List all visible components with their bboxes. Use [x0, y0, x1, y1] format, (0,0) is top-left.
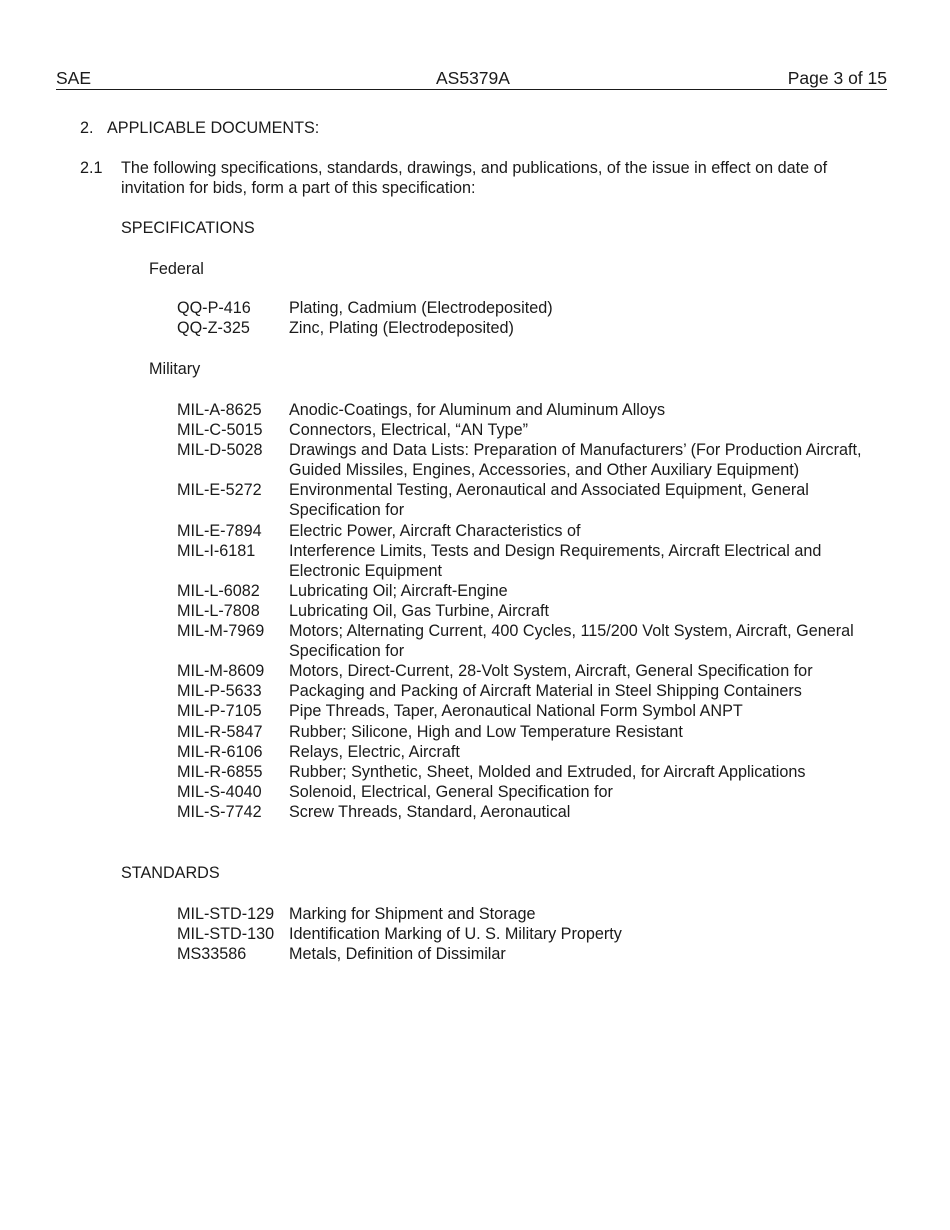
list-item: [177, 621, 867, 661]
paragraph-number: 2.1: [80, 159, 103, 177]
doc-code: MIL-S-7742: [177, 802, 262, 821]
list-item: [177, 420, 867, 440]
doc-title: Rubber; Synthetic, Sheet, Molded and Extruded, for Aircraft Applications: [289, 762, 806, 781]
doc-title: Environmental Testing, Aeronautical and Associated Equipment, General Specification for: [289, 481, 809, 520]
doc-title: Metals, Definition of Dissimilar: [289, 945, 506, 964]
doc-code: MIL-L-7808: [177, 601, 260, 620]
header-org: SAE: [56, 68, 92, 88]
doc-title: Rubber; Silicone, High and Low Temperature Resistant: [289, 722, 683, 741]
list-item: [177, 440, 867, 480]
doc-title: Motors; Alternating Current, 400 Cycles, 115/200 Volt System, Aircraft, General Specification for: [289, 622, 854, 661]
standards-heading: STANDARDS: [121, 864, 220, 882]
doc-code: MIL-L-6082: [177, 581, 260, 600]
doc-code: MIL-P-7105: [177, 702, 262, 721]
doc-code: MIL-E-5272: [177, 481, 262, 500]
list-item: [177, 924, 867, 944]
paragraph-2-1: [80, 158, 880, 198]
list-item: [177, 701, 867, 721]
doc-title: Connectors, Electrical, “AN Type”: [289, 421, 529, 440]
doc-code: MIL-M-8609: [177, 662, 265, 681]
doc-title: Solenoid, Electrical, General Specification for: [289, 782, 613, 801]
page-header: [56, 67, 887, 90]
list-item: [177, 742, 867, 762]
list-item: [177, 541, 867, 581]
list-item: [177, 681, 867, 701]
doc-title: Zinc, Plating (Electrodeposited): [289, 319, 514, 338]
list-item: [177, 400, 867, 420]
doc-title: Lubricating Oil; Aircraft-Engine: [289, 581, 508, 600]
header-page-number: Page 3 of 15: [787, 68, 887, 88]
specifications-heading: SPECIFICATIONS: [121, 219, 255, 237]
doc-code: MS33586: [177, 945, 247, 964]
doc-code: QQ-Z-325: [177, 319, 250, 338]
paragraph-text: The following specifications, standards, drawings, and publications, of the issue in effect on date of invitation for bids, form a part of this specification:: [121, 159, 828, 197]
doc-title: Pipe Threads, Taper, Aeronautical National Form Symbol ANPT: [289, 702, 743, 721]
standards-list: [177, 904, 867, 964]
doc-title: Packaging and Packing of Aircraft Material in Steel Shipping Containers: [289, 682, 802, 701]
doc-code: MIL-STD-129: [177, 905, 275, 923]
list-item: [177, 722, 867, 742]
doc-title: Anodic-Coatings, for Aluminum and Aluminum Alloys: [289, 401, 666, 419]
doc-code: MIL-E-7894: [177, 521, 262, 540]
doc-code: MIL-R-6855: [177, 762, 263, 781]
doc-code: MIL-R-6106: [177, 742, 263, 761]
list-item: [177, 944, 867, 964]
doc-code: MIL-STD-130: [177, 925, 275, 944]
list-item: [177, 802, 867, 822]
doc-title: Motors, Direct-Current, 28-Volt System, Aircraft, General Specification for: [289, 662, 813, 681]
doc-code: MIL-D-5028: [177, 441, 263, 460]
doc-code: MIL-S-4040: [177, 782, 262, 801]
doc-title: Lubricating Oil, Gas Turbine, Aircraft: [289, 601, 550, 620]
section-heading: [80, 118, 319, 138]
doc-title: Electric Power, Aircraft Characteristics of: [289, 521, 581, 540]
list-item: [177, 601, 867, 621]
list-item: [177, 904, 867, 924]
doc-title: Interference Limits, Tests and Design Requirements, Aircraft Electrical and Electronic Equipment: [289, 541, 822, 580]
list-item: [177, 581, 867, 601]
doc-title: Drawings and Data Lists: Preparation of Manufacturers’ (For Production Aircraft, Guided Missiles, Engines, Accessories, and Other Auxiliary Equipment): [289, 441, 862, 480]
list-item: [177, 782, 867, 802]
list-item: [177, 661, 867, 681]
list-item: [177, 762, 867, 782]
list-item: [177, 318, 867, 338]
doc-title: Relays, Electric, Aircraft: [289, 742, 460, 761]
list-item: [177, 298, 867, 318]
doc-code: MIL-I-6181: [177, 541, 256, 560]
doc-code: MIL-R-5847: [177, 722, 263, 741]
list-item: [177, 480, 867, 520]
header-doc-number: AS5379A: [436, 68, 510, 88]
section-number: 2.: [80, 119, 94, 137]
doc-code: MIL-P-5633: [177, 682, 262, 701]
doc-code: MIL-M-7969: [177, 622, 265, 641]
list-item: [177, 521, 867, 541]
federal-heading: Federal: [149, 260, 204, 278]
doc-code: QQ-P-416: [177, 299, 251, 317]
doc-title: Screw Threads, Standard, Aeronautical: [289, 802, 571, 821]
doc-title: Marking for Shipment and Storage: [289, 905, 536, 923]
section-title: APPLICABLE DOCUMENTS:: [107, 119, 320, 137]
doc-title: Plating, Cadmium (Electrodeposited): [289, 299, 553, 317]
doc-code: MIL-C-5015: [177, 421, 263, 440]
federal-spec-list: [177, 298, 867, 338]
doc-code: MIL-A-8625: [177, 401, 262, 419]
military-spec-list: [177, 400, 867, 822]
doc-title: Identification Marking of U. S. Military Property: [289, 925, 622, 944]
military-heading: Military: [149, 360, 201, 378]
